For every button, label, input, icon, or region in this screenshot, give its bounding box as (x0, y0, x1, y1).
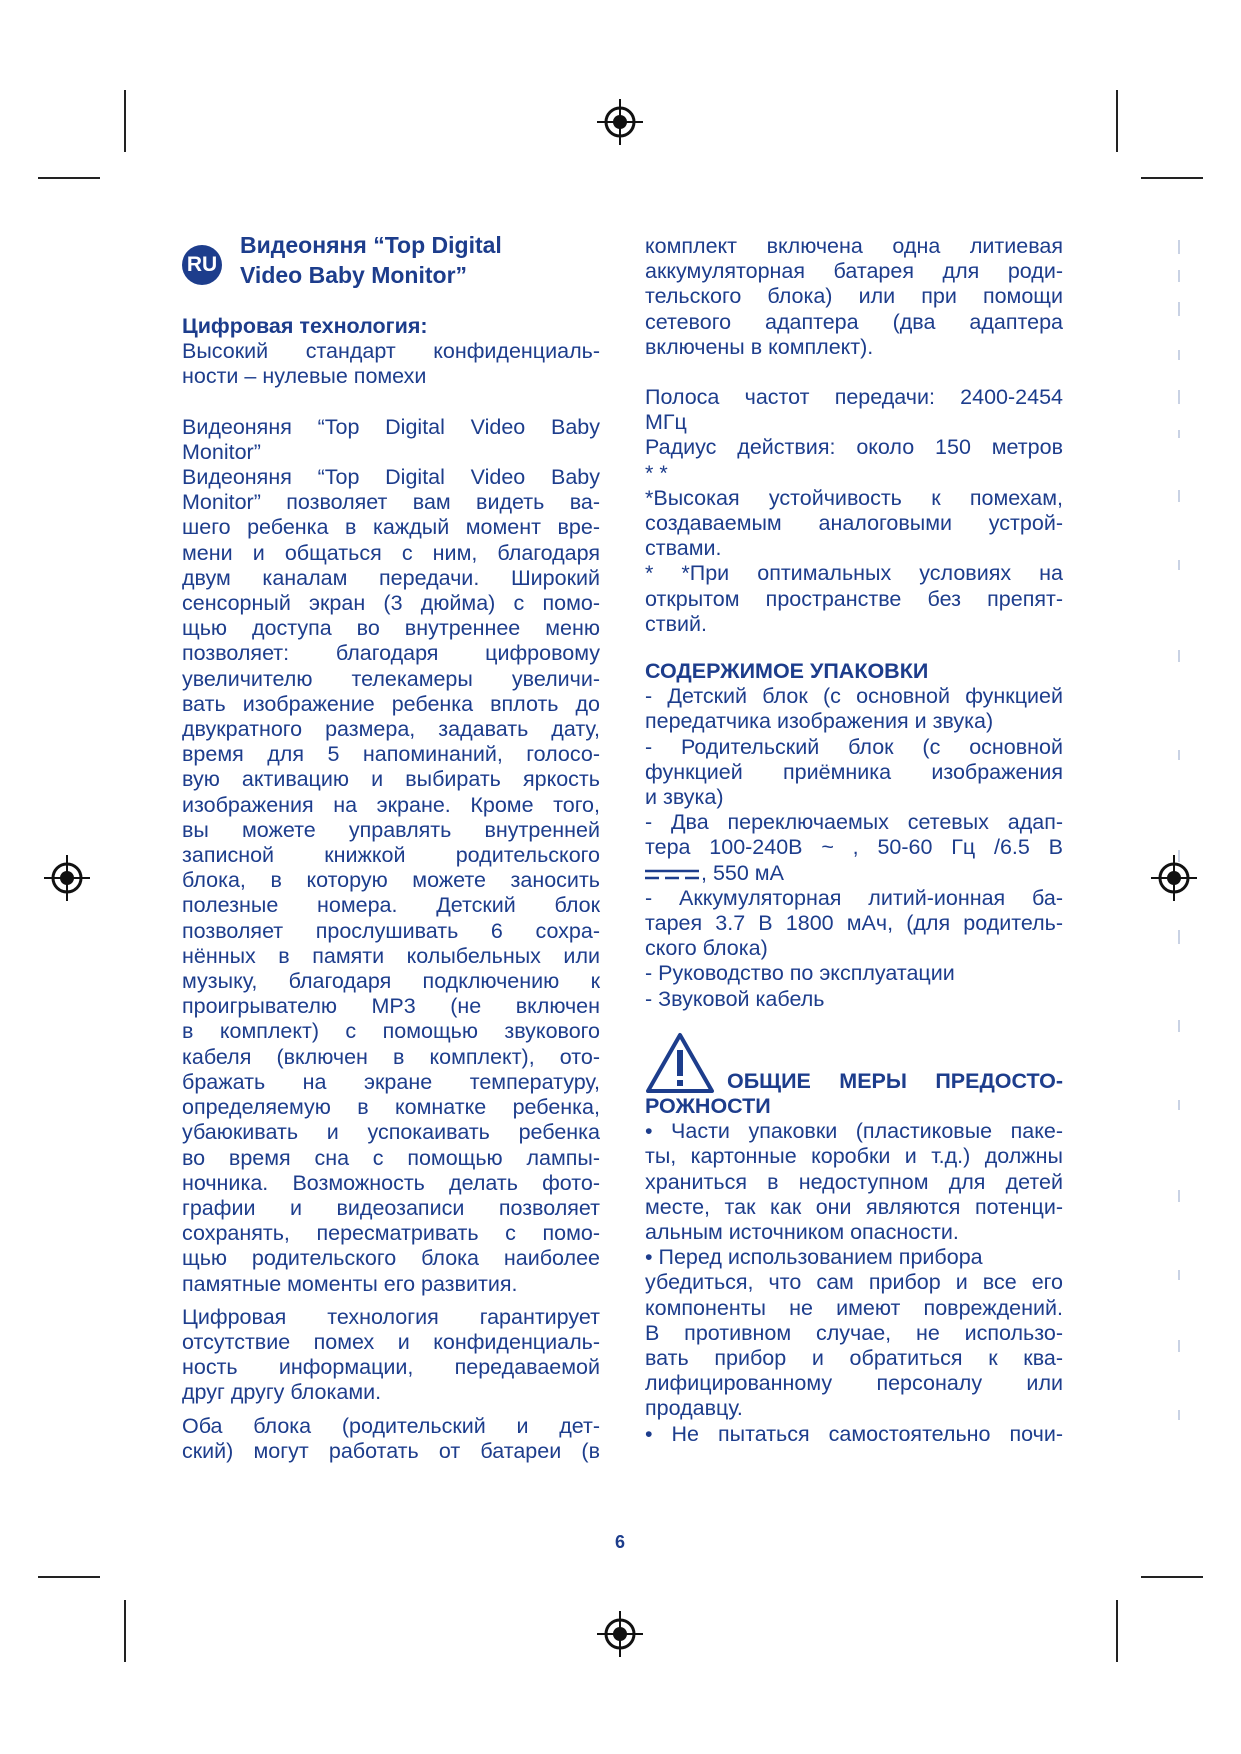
text-line: двум каналам передачи. Широкий (182, 565, 600, 590)
page-number: 6 (614, 1532, 625, 1552)
text-line: тарея 3.7 В 1800 мАч, (для родитель- (645, 911, 1063, 936)
language-badge: RU (182, 245, 222, 285)
text-line: - Два переключаемых сетевых адап- (645, 810, 1063, 835)
text-line: друг другу блоками. (182, 1380, 382, 1405)
text-line: проигрывателю MP3 (не включен (182, 994, 600, 1019)
safety-heading (645, 1032, 1063, 1094)
text-line: Оба блока (родительский и дет- (182, 1413, 600, 1438)
crop-mark (1116, 1600, 1118, 1662)
text-line: отсутствие помех и конфиденциаль- (182, 1329, 600, 1354)
crop-mark (1141, 177, 1203, 179)
text-line: сетевого адаптера (два адаптера (645, 309, 1063, 334)
section-heading: РОЖНОСТИ (645, 1093, 771, 1118)
text-line: определяемую в комнатке ребенка, (182, 1095, 600, 1120)
text-line: вать прибор и обратиться к ква- (645, 1345, 1063, 1370)
text-line: включены в комплект). (645, 334, 874, 359)
section-heading: Цифровая технология: (182, 314, 428, 338)
text-line: сохранять, пересматривать с помо- (182, 1221, 600, 1246)
left-column (182, 314, 600, 1464)
text-line: полезные номера. Детский блок (182, 893, 600, 918)
text-line: ты, картонные коробки и т.д.) должны (645, 1144, 1063, 1169)
text-line: *Высокая устойчивость к помехам, (645, 485, 1063, 510)
text-line: вать изображение ребенка вплоть до (182, 691, 600, 716)
crop-mark (1116, 90, 1118, 152)
crop-mark (38, 1576, 100, 1578)
section-heading: ОБЩИЕ МЕРЫ ПРЕДОСТО- (727, 1068, 1063, 1093)
text-line: мени и общаться с ним, благодаря (182, 540, 600, 565)
text-line: Monitor” позволяет вам видеть ва- (182, 490, 600, 515)
text-line: ночника. Возможность делать фото- (182, 1170, 600, 1195)
registration-mark-icon (44, 855, 90, 901)
text-line: , 550 мА (645, 861, 1063, 886)
text-line: Высокий стандарт конфиденциаль- (182, 339, 600, 364)
text-line: Monitor” (182, 439, 261, 464)
text-line: создаваемым аналоговыми устрой- (645, 511, 1063, 536)
text-line: убаюкивать и успокаивать ребенка (182, 1120, 600, 1145)
warning-triangle-icon (645, 1032, 715, 1094)
text-line: Цифровая технология гарантирует (182, 1304, 600, 1329)
text-line: бражать на экране температуру, (182, 1069, 600, 1094)
text-line: Видеоняня “Top Digital Video Baby (182, 465, 600, 490)
text-line: шего ребенка в каждый момент вре- (182, 515, 600, 540)
text-line: МГц (645, 410, 687, 435)
text-line: компоненты не имеют повреждений. (645, 1295, 1063, 1320)
text-line: тера 100-240В ~ , 50-60 Гц /6.5 В (645, 835, 1063, 860)
text-line: щью родительского блока наиболее (182, 1246, 600, 1271)
text-line: щью доступа во внутреннее меню (182, 616, 600, 641)
text-line: позволяет: благодаря цифровому (182, 641, 600, 666)
text-line: альным источником опасности. (645, 1219, 959, 1244)
text-line: Радиус действия: около 150 метров (645, 435, 1063, 460)
text-line: ского блока) (645, 936, 768, 961)
registration-mark-icon (1151, 855, 1197, 901)
text-line: ствами. (645, 536, 722, 561)
text-line: продавцу. (645, 1396, 743, 1421)
text-line: - Руководство по эксплуатации (645, 961, 955, 986)
text-line: нённых в памяти колыбельных или (182, 943, 600, 968)
text-line: записной книжкой родительского (182, 843, 600, 868)
registration-mark-icon (597, 1611, 643, 1657)
manual-title: Видеоняня “Top Digital Video Baby Monitor” (240, 232, 502, 288)
text-line: вую активацию и выбирать яркость (182, 767, 600, 792)
text-line: увеличителю телекамеры увеличи- (182, 666, 600, 691)
text-line: кабеля (включен в комплект), ото- (182, 1044, 600, 1069)
text-line: убедиться, что сам прибор и все его (645, 1270, 1063, 1295)
text-line: храниться в недоступном для детей (645, 1169, 1063, 1194)
text-line: графии и видеозаписи позволяет (182, 1195, 600, 1220)
text-line: во время сна с помощью лампы- (182, 1145, 600, 1170)
text-line: ность информации, передаваемой (182, 1355, 600, 1380)
text-line: Видеоняня “Top Digital Video Baby (182, 414, 600, 439)
text-line: ности – нулевые помехи (182, 364, 427, 389)
registration-mark-icon (597, 99, 643, 145)
crop-mark (1141, 1576, 1203, 1578)
text-line: ский) могут работать от батареи (в (182, 1438, 600, 1463)
text-line: изображения на экране. Кроме того, (182, 792, 600, 817)
text-line: • Перед использованием прибора (645, 1245, 983, 1270)
text-line: - Детский блок (с основной функцией (645, 684, 1063, 709)
text-line: * * (645, 460, 668, 485)
text-line: - Аккумуляторная литий-ионная ба- (645, 885, 1063, 910)
dc-current-symbol-icon (645, 868, 699, 880)
text-line: передатчика изображения и звука) (645, 709, 994, 734)
text-line: музыку, благодаря подключению к (182, 969, 600, 994)
text-line: ствий. (645, 611, 708, 636)
text-line: в комплект) с помощью звукового (182, 1019, 600, 1044)
text-line: аккумуляторная батарея для роди- (645, 259, 1063, 284)
text-line: месте, так как они являются потенци- (645, 1194, 1063, 1219)
text-line: сенсорный экран (3 дюйма) с помо- (182, 591, 600, 616)
text-line: В противном случае, не использо- (645, 1320, 1063, 1345)
text-line: время для 5 напоминаний, голосо- (182, 742, 600, 767)
text-line: и звука) (645, 785, 724, 810)
text-line: блока, в которую можете заносить (182, 868, 600, 893)
text-line: • Не пытаться самостоятельно почи- (645, 1421, 1063, 1446)
text-line: • Части упаковки (пластиковые паке- (645, 1119, 1063, 1144)
text-line: тельского блока) или при помощи (645, 284, 1063, 309)
text-line: комплект включена одна литиевая (645, 234, 1063, 258)
text-line: позволяет прослушивать 6 сохра- (182, 918, 600, 943)
crop-mark (124, 90, 126, 152)
bleed-marks (1176, 230, 1182, 1470)
crop-mark (38, 177, 100, 179)
right-column (645, 234, 1063, 1447)
crop-mark (124, 1600, 126, 1662)
section-heading: СОДЕРЖИМОЕ УПАКОВКИ (645, 659, 929, 684)
text-line: вы можете управлять внутренней (182, 817, 600, 842)
text-line: памятные моменты его развития. (182, 1271, 518, 1296)
text-line: - Звуковой кабель (645, 986, 825, 1011)
text-line: * *При оптимальных условиях на (645, 561, 1063, 586)
text-line: Полоса частот передачи: 2400-2454 (645, 385, 1063, 410)
text-line: открытом пространстве без препят- (645, 586, 1063, 611)
text-line: лифицированному персоналу или (645, 1371, 1063, 1396)
text-line: - Родительский блок (с основной (645, 734, 1063, 759)
text-line: функцией приёмника изображения (645, 759, 1063, 784)
text-line: двукратного размера, задавать дату, (182, 717, 600, 742)
